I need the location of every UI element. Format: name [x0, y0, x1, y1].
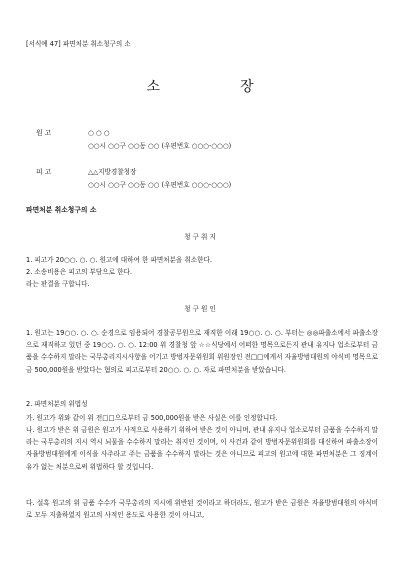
- plaintiff-name: ○ ○ ○: [88, 129, 110, 137]
- claim-heading: 청 구 취 지: [184, 233, 216, 241]
- form-label: [서식예 47] 파면처분 취소청구의 소: [26, 40, 131, 48]
- defendant-label: 피 고: [36, 168, 52, 176]
- defendant-address: ○○시 ○○구 ○○동 ○○ (우편번호 ○○○-○○○): [88, 181, 232, 189]
- reason-paragraph-ga: 가. 원고가 위와 같이 위 전□□으로부터 금 500,000원을 받은 사실은 이를 인정합니다.: [26, 414, 278, 422]
- reason-item-2-heading: 2. 파면처분의 위법성: [26, 400, 88, 408]
- plaintiff-address: ○○시 ○○구 ○○동 ○○ (우편번호 ○○○-○○○): [88, 142, 232, 150]
- title-char-2: 장: [240, 79, 254, 95]
- reason-heading: 청 구 원 인: [184, 305, 216, 313]
- reason-paragraph-na: 나. 원고가 받은 위 금원은 원고가 사적으로 사용하기 위하여 받은 것이 아니며, 관내 유지나 업소로부터 금품을 수수하지 말라는 국무총리의 지시 역시 뇌물을 수수하지 말라는 취지인 것이며, 이 사건과 같이 방범자문위원회를 대신하여 파출소장이 자율방범대원에게 이식을 사주라고 주는 금품을 수수하지 말라는 것은 아니므로 피고의 원고에 대한 파면처분은 그 징계이유가 없는 처분으로써 위법하다 할 것입니다.: [26, 426, 378, 471]
- claim-line-1: 1. 피고가 20○○. ○. ○. 원고에 대하여 한 파면처분을 취소한다.: [26, 256, 212, 264]
- reason-paragraph-da: 다. 설혹 원고의 위 금품 수수가 국무총리의 지시에 위반된 것이라고 하더라도, 원고가 받은 금원은 자율방범대원의 야식비로 모두 지출하였지 원고의 사적인 용도로 사용한 것이 아니고,: [26, 499, 378, 520]
- defendant-name: △△지방경찰청장: [88, 168, 137, 176]
- plaintiff-label: 원 고: [36, 129, 52, 137]
- reason-paragraph-1: 1. 원고는 19○○. ○. ○. 순경으로 임용되어 경찰공무원으로 재직한 이래 19○○. ○. ○. 부터는 ◎◎파출소에서 파출소장으로 재직하고 있던 중 19○○. ○. ○. 12:00 위 경찰청 앞 ☆☆식당에서 어떠한 명목으로든지 관내 유지나 업소로부터 금품을 수수하지 말라는 국무총리지시사항을 어기고 방범자문위원회 위원장인 전□□에게서 자율방범대원의 야식비 명목으로 금 500,000원을 받았다는 혐의로 피고로부터 20○○. ○. ○. 자로 파면처분을 받았습니다.: [26, 329, 378, 374]
- title-char-1: 소: [146, 79, 160, 95]
- claim-line-2: 2. 소송비용은 피고의 부담으로 한다.: [26, 268, 132, 276]
- claim-line-3: 라는 판결을 구합니다.: [26, 280, 90, 288]
- case-title: 파면처분 취소청구의 소: [26, 206, 97, 214]
- document-title: [0, 78, 400, 97]
